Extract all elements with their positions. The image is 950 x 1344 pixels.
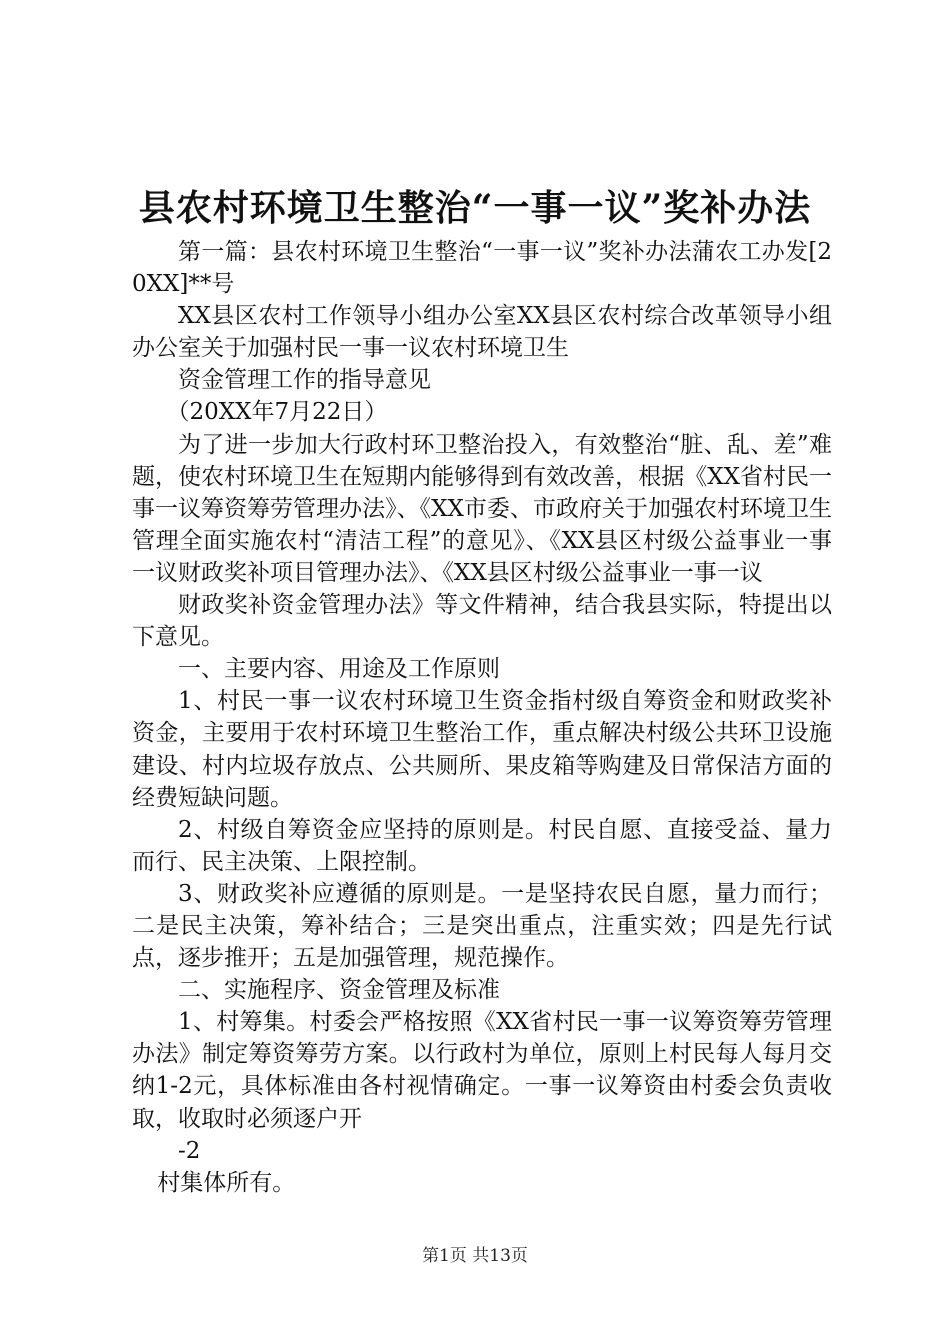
paragraph: 1、村民一事一议农村环境卫生资金指村级自筹资金和财政奖补资金，主要用于农村环境卫生整治工作，重点解决村级公共环卫设施建设、村内垃圾存放点、公共厕所、果皮箱等购建及日常保洁方面的经费短缺问题。 [132,688,832,811]
paragraph: （20XX年7月22日） [166,399,388,426]
paragraph: -2 [178,1137,201,1164]
section-heading: 一、主要内容、用途及工作原则 [178,656,500,683]
document-body [132,236,832,1199]
document-title: 县农村环境卫生整治“一事一议”奖补办法 [138,187,812,229]
paragraph: 1、村筹集。村委会严格按照《XX省村民一事一议筹资筹劳管理办法》制定筹资筹劳方案。以行政村为单位，原则上村民每人每月交纳1-2元，具体标准由各村视情确定。一事一议筹资由村委会负责收取，收取时必须逐户开 [132,1009,832,1132]
paragraph: 3、财政奖补应遵循的原则是。一是坚持农民自愿，量力而行；二是民主决策，筹补结合；三是突出重点，注重实效；四是先行试点，逐步推开；五是加强管理，规范操作。 [132,880,832,972]
paragraph: 资金管理工作的指导意见 [178,367,431,394]
section-heading: 二、实施程序、资金管理及标准 [178,977,500,1004]
paragraph: 村集体所有。 [157,1169,296,1196]
paragraph: 2、村级自筹资金应坚持的原则是。村民自愿、直接受益、量力而行、民主决策、上限控制。 [132,816,832,875]
paragraph: 财政奖补资金管理办法》等文件精神，结合我县实际，特提出以下意见。 [132,592,832,651]
paragraph: 第一篇：县农村环境卫生整治“一事一议”奖补办法蒲农工办发[20XX]**号 [132,239,832,298]
paragraph: 为了进一步加大行政村环卫整治投入，有效整治“脏、乱、差”难题，使农村环境卫生在短期内能够得到有效改善，根据《XX省村民一事一议筹资筹劳管理办法》、《XX市委、市政府关于加强农村环境卫生管理全面实施农村“清洁工程”的意见》、《XX县区村级公益事业一事一议财政奖补项目管理办法》、《XX县区村级公益事业一事一议 [132,431,832,586]
page-footer: 第1页 共13页 [422,1246,528,1266]
paragraph: XX县区农村工作领导小组办公室XX县区农村综合改革领导小组办公室关于加强村民一事一议农村环境卫生 [132,303,832,362]
